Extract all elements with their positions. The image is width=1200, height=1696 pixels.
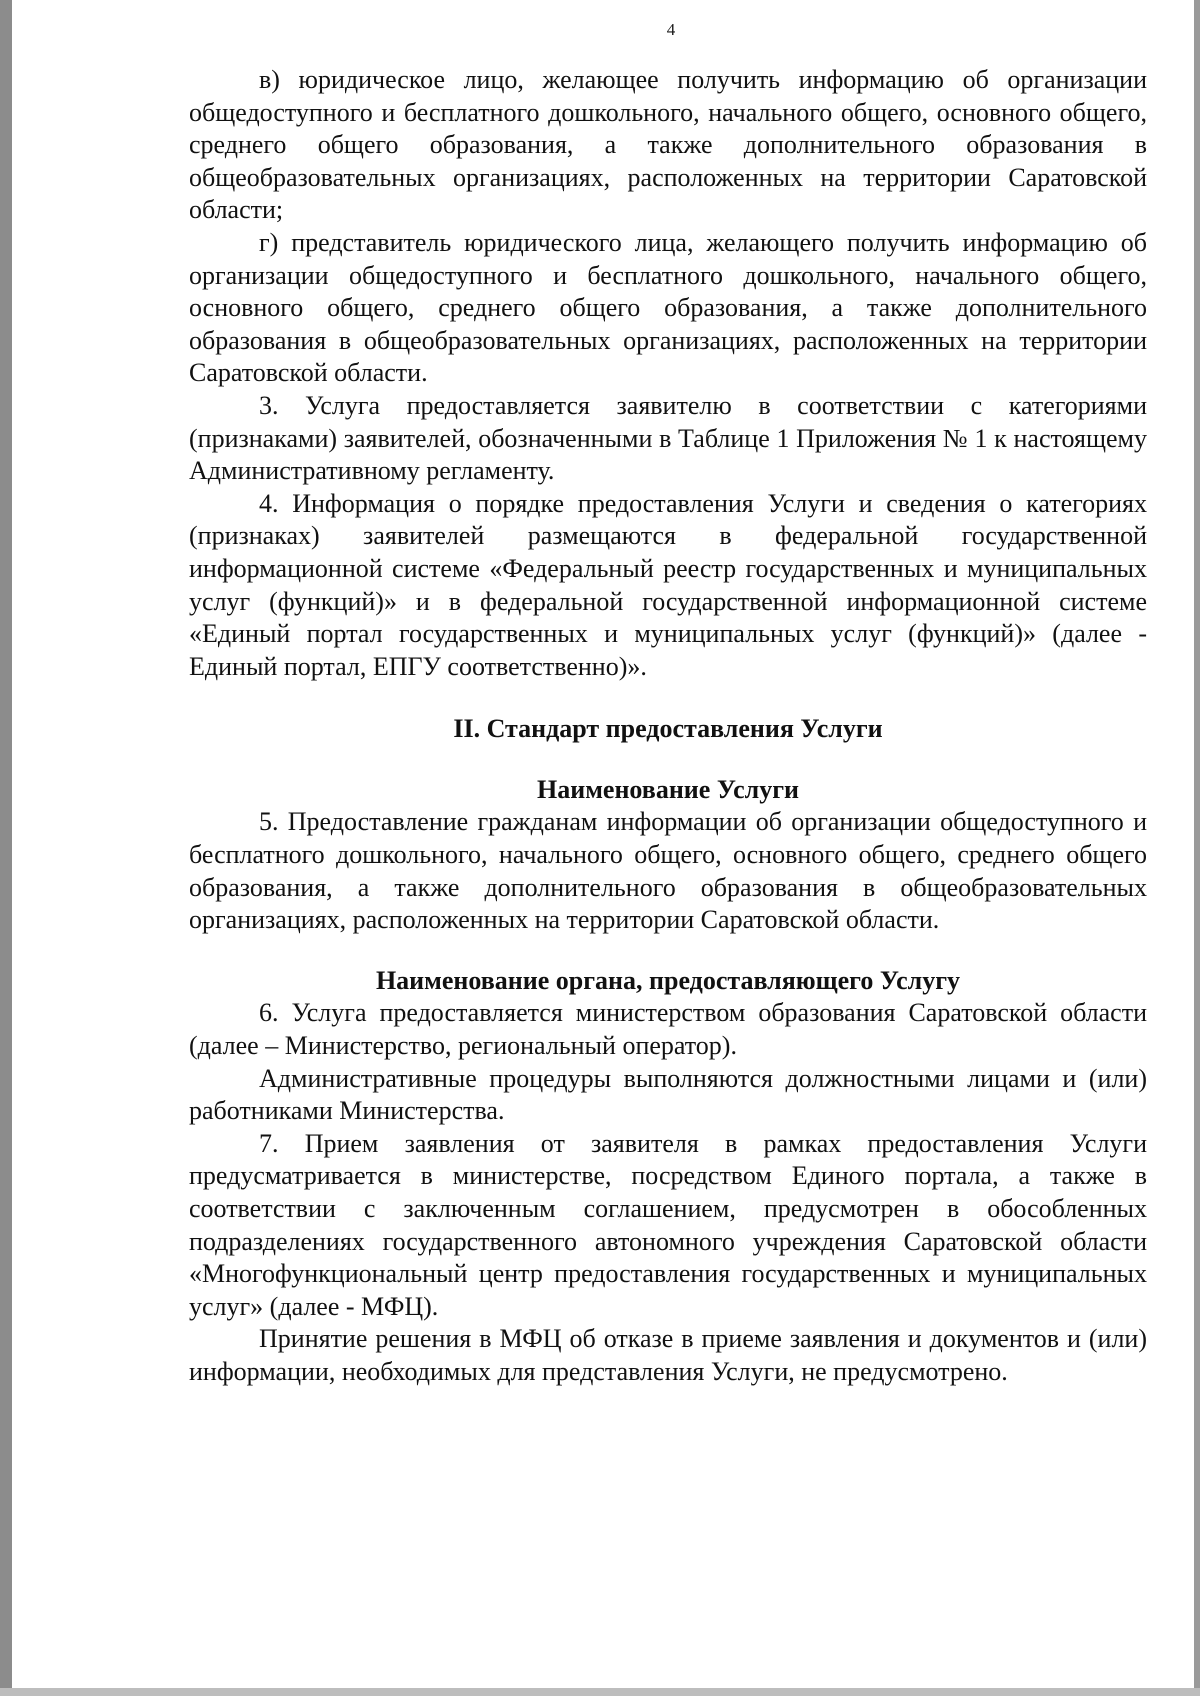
- scan-bottom-border: [0, 1688, 1200, 1696]
- paragraph-3: 3. Услуга предоставляется заявителю в соответствии с категориями (признаками) заявителей, обозначенными в Таблице 1 Приложения № 1 к настоящему Административному регламенту.: [189, 390, 1147, 486]
- paragraph-7: 7. Прием заявления от заявителя в рамках предоставления Услуги предусматривается в министерстве, посредством Единого портала, а также в соответствии с заключенным соглашением, предусмотрен в обособленных подразделениях государственного автономного учреждения Саратовской области «Многофункциональный центр предоставления государственных и муниципальных услуг» (далее - МФЦ).: [189, 1128, 1147, 1321]
- section-heading: II. Стандарт предоставления Услуги: [453, 714, 883, 744]
- scan-right-border: [1194, 0, 1200, 1696]
- subheading-authority-name: Наименование органа, предоставляющего Услугу: [375, 965, 961, 995]
- paragraph-6: 6. Услуга предоставляется министерством образования Саратовской области (далее – Министерство, региональный оператор).: [189, 998, 1147, 1061]
- spacer: [189, 683, 1147, 713]
- document-page: [12, 0, 1194, 1688]
- subheading-service-name: Наименование Услуги: [536, 774, 800, 804]
- spacer: [189, 937, 1147, 965]
- paragraph-5: 5. Предоставление гражданам информации об организации общедоступного и бесплатного дошкольного, начального общего, основного общего, среднего общего образования, а также дополнительного образования в общеобразовательных организациях, расположенных на территории Саратовской области.: [189, 807, 1147, 935]
- page-content: [189, 64, 1147, 1389]
- scan-left-border: [0, 0, 12, 1696]
- paragraph-4: 4. Информация о порядке предоставления Услуги и сведения о категориях (признаках) заявителей размещаются в федеральной государственной информационной системе «Федеральный реестр государственных и муниципальных услуг (функций)» и в федеральной государственной информационной системе «Единый портал государственных и муниципальных услуг (функций)» (далее - Единый портал, ЕПГУ соответственно)».: [189, 488, 1147, 681]
- paragraph-admin-procedures: Административные процедуры выполняются должностными лицами и (или) работниками Министерства.: [189, 1063, 1147, 1126]
- paragraph-mfc-decision: Принятие решения в МФЦ об отказе в приеме заявления и документов и (или) информации, необходимых для представления Услуги, не предусмотрено.: [189, 1324, 1147, 1386]
- spacer: [189, 746, 1147, 774]
- paragraph-item-g: г) представитель юридического лица, желающего получить информацию об организации общедоступного и бесплатного дошкольного, начального общего, основного общего, среднего общего образования, а также дополнительного образования в общеобразовательных организациях, расположенных на территории Саратовской области.: [189, 227, 1147, 388]
- page-number: 4: [666, 20, 676, 39]
- paragraph-item-v: в) юридическое лицо, желающее получить информацию об организации общедоступного и бесплатного дошкольного, начального общего, основного общего, среднего общего образования, а также дополнительного образования в общеобразовательных организациях, расположенных на территории Саратовской области;: [189, 65, 1147, 225]
